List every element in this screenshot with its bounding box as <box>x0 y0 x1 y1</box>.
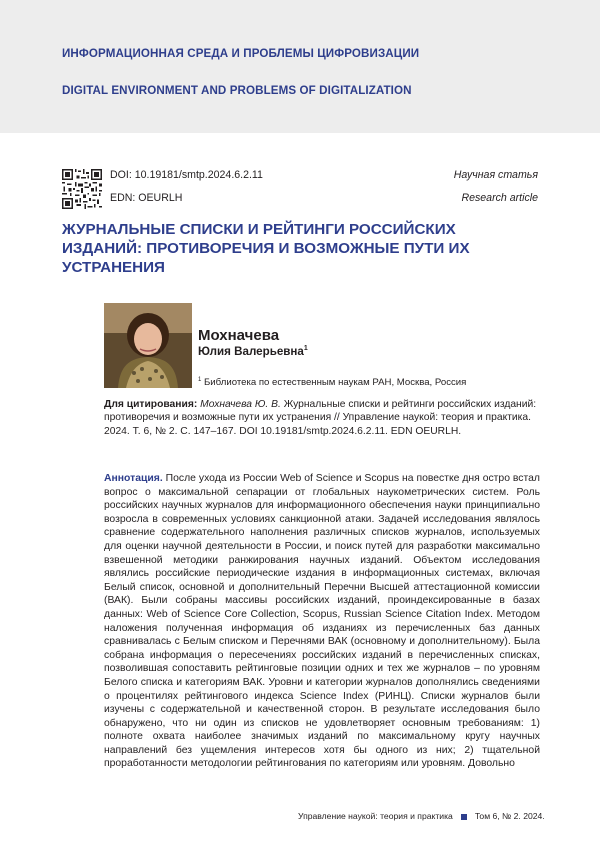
author-affiliation: $^1$ Библиотека по естественным наукам РАН, Москва, Россия <box>198 377 467 389</box>
footer-journal: Управление наукой: теория и практика <box>298 811 453 821</box>
article-title: ЖУРНАЛЬНЫЕ СПИСКИ И РЕЙТИНГИ РОССИЙСКИХ ИЗДАНИЙ: ПРОТИВОРЕЧИЯ И ВОЗМОЖНЫЕ ПУТИ ИХ УСТРАНЕНИЯ <box>62 221 470 276</box>
author-surname: Мохначева <box>198 327 280 344</box>
section-title-en: DIGITAL ENVIRONMENT AND PROBLEMS OF DIGITALIZATION <box>62 84 412 97</box>
header-band <box>0 0 600 133</box>
citation-author: Мохначева Ю. В. <box>200 399 281 410</box>
page-footer <box>298 811 545 821</box>
footer-issue: Том 6, № 2. 2024. <box>474 811 545 821</box>
abstract-label: Аннотация. <box>104 473 163 484</box>
edn-label: EDN: OEURLH <box>110 192 183 204</box>
article-type-ru: Научная статья <box>453 169 538 181</box>
abstract-block <box>104 472 540 771</box>
abstract-text: После ухода из России Web of Science и Scopus на повестке дня остро встал вопрос о максимальной сепарации от глобальных наукометрических систем. Роль российских научных журналов для информационного обеспечения науки принципиально возросла в современных условиях санкционной атаки. Задачей исследования являлось сравнение содержательного наполнения различных списков журналов, используемых для оценки научной деятельности в России, и поиск путей для разработки максимально взвешенной методики ранжирования научных изданий. Объектом исследования являлись российские периодические издания в информационных системах, включая Белый список, основной и дополнительный Перечни Высшей аттестационной комиссии (ВАК). Были собраны массивы российских изданий, проиндексированные в базах данных: Web of Science Core Collection, Scopus, Russian Science Citation Index. Методом наложения полученная информация об изданиях из перечисленных баз данных сравнивалась с Белым списком и Перечнями ВАК (основному и дополнительному). Была собрана информация о пересечениях российских изданий в перечисленных списках, позволившая сопоставить рейтинговые позиции одних и тех же журналов – по уровням Белого списка и категориям ВАК. Уровни и категории журналов дополнялись сведениями о процентилях рейтингового индекса Science Index (РИНЦ). Списки журналов были изучены с содержательной и качественной сторон. В результате исследования было обнаружено, что ни один из списков не удовлетворяет основным требованиям: 1) полноте охвата наиболее значимых изданий по максимальному кругу научных направлений без ущемления интересов хотя бы одного из них; 2) тщательной проработанности методологии рейтингования по категориям или уровням. Довольно <box>104 473 540 770</box>
article-type-en: Research article <box>461 192 538 204</box>
qr-code-icon <box>62 169 102 209</box>
author-photo <box>104 303 192 388</box>
citation-label: Для цитирования: <box>104 399 198 410</box>
author-given-name: Юлия Валерьевна$^1$ <box>198 345 308 358</box>
section-title-ru: ИНФОРМАЦИОННАЯ СРЕДА И ПРОБЛЕМЫ ЦИФРОВИЗАЦИИ <box>62 47 420 60</box>
citation-block <box>104 398 540 438</box>
citation-text: Журнальные списки и рейтинги российских изданий: противоречия и возможные пути их устранения // Управление наукой: теория и практика. 2024. Т. 6, № 2. С. 147–167. DOI 10.19181/smtp.2024.6.2.11. EDN OEURLH. <box>104 399 537 437</box>
doi-link[interactable]: DOI: 10.19181/smtp.2024.6.2.11 <box>110 169 263 181</box>
square-bullet-icon <box>461 814 467 820</box>
